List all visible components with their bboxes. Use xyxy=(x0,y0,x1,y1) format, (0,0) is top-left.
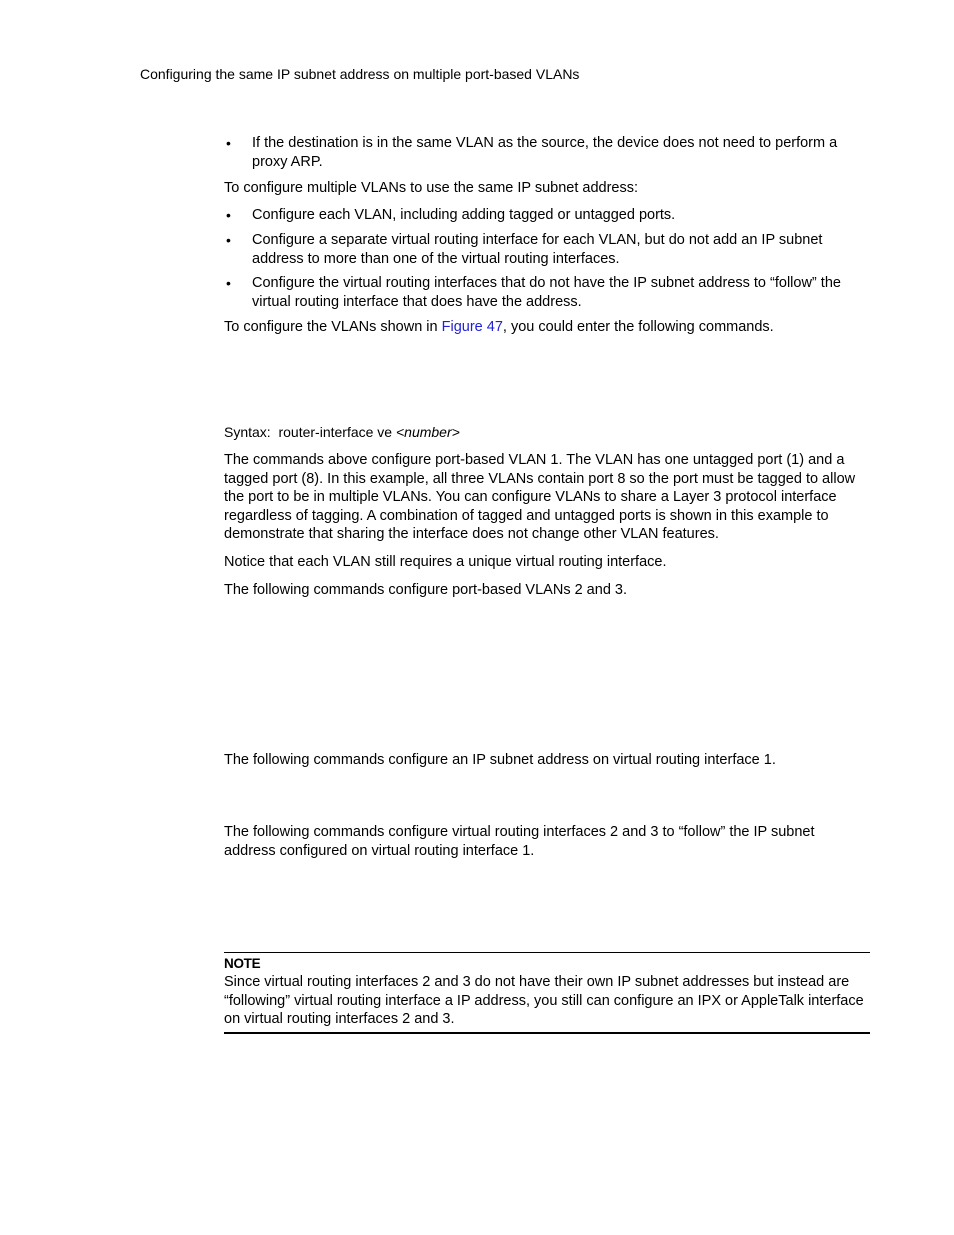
bullet-dot-icon: • xyxy=(226,135,231,151)
ve1-address-paragraph: The following commands configure an IP subnet address on virtual routing interface 1. xyxy=(224,752,776,768)
running-header: Configuring the same IP subnet address on multiple port-based VLANs xyxy=(140,66,580,82)
syntax-command: router-interface ve xyxy=(278,424,393,440)
figure-ref-before: To configure the VLANs shown in xyxy=(224,319,442,335)
bullet-dot-icon: • xyxy=(226,275,231,291)
figure-reference-paragraph xyxy=(224,318,870,337)
bullet-dot-icon: • xyxy=(226,207,231,223)
follow-paragraph: The following commands configure virtual routing interfaces 2 and 3 to “follow” the IP subnet address configured on virtual routing interface 1. xyxy=(224,824,815,859)
step-text: Configure each VLAN, including adding tagged or untagged ports. xyxy=(252,207,676,223)
note-heading: NOTE xyxy=(224,956,261,971)
syntax-label: Syntax: xyxy=(224,424,271,440)
step-item xyxy=(224,206,870,225)
syntax-line xyxy=(224,423,870,442)
step-item xyxy=(224,231,870,268)
vlans-2-3-paragraph: The following commands configure port-based VLANs 2 and 3. xyxy=(224,582,627,598)
figure-47-link[interactable]: Figure 47 xyxy=(441,319,503,335)
step-text: Configure a separate virtual routing interface for each VLAN, but do not add an IP subnet address to more than one of the virtual routing interfaces. xyxy=(252,232,823,267)
syntax-param: <number> xyxy=(395,424,460,440)
step-text: Configure the virtual routing interfaces that do not have the IP subnet address to “follow” the virtual routing interface that does have the address. xyxy=(252,275,841,310)
note-text: Since virtual routing interfaces 2 and 3 do not have their own IP subnet addresses but instead are “following” virtual routing interface a IP address, you still can configure an IPX or AppleTalk interface on virtual routing interfaces 2 and 3. xyxy=(224,974,864,1028)
bullet-dot-icon: • xyxy=(226,232,231,248)
bullet-text: If the destination is in the same VLAN as the source, the device does not need to perform a proxy ARP. xyxy=(252,135,838,170)
vlan1-explanation: The commands above configure port-based VLAN 1. The VLAN has one untagged port (1) and a tagged port (8). In this example, all three VLANs contain port 8 so the port must be tagged to allow the port to be in multiple VLANs. You can configure VLANs to share a Layer 3 protocol interface regardless of tagging. A combination of tagged and untagged ports is shown in this example to demonstrate that sharing the interface does not change other VLAN features. xyxy=(224,452,856,543)
note-bottom-rule xyxy=(224,1032,870,1034)
intro-bullet xyxy=(224,134,870,171)
config-intro: To configure multiple VLANs to use the same IP subnet address: xyxy=(224,180,639,196)
figure-ref-after: , you could enter the following commands. xyxy=(502,319,774,335)
unique-ve-paragraph: Notice that each VLAN still requires a unique virtual routing interface. xyxy=(224,554,667,570)
step-item xyxy=(224,274,870,311)
note-top-rule xyxy=(224,952,870,953)
